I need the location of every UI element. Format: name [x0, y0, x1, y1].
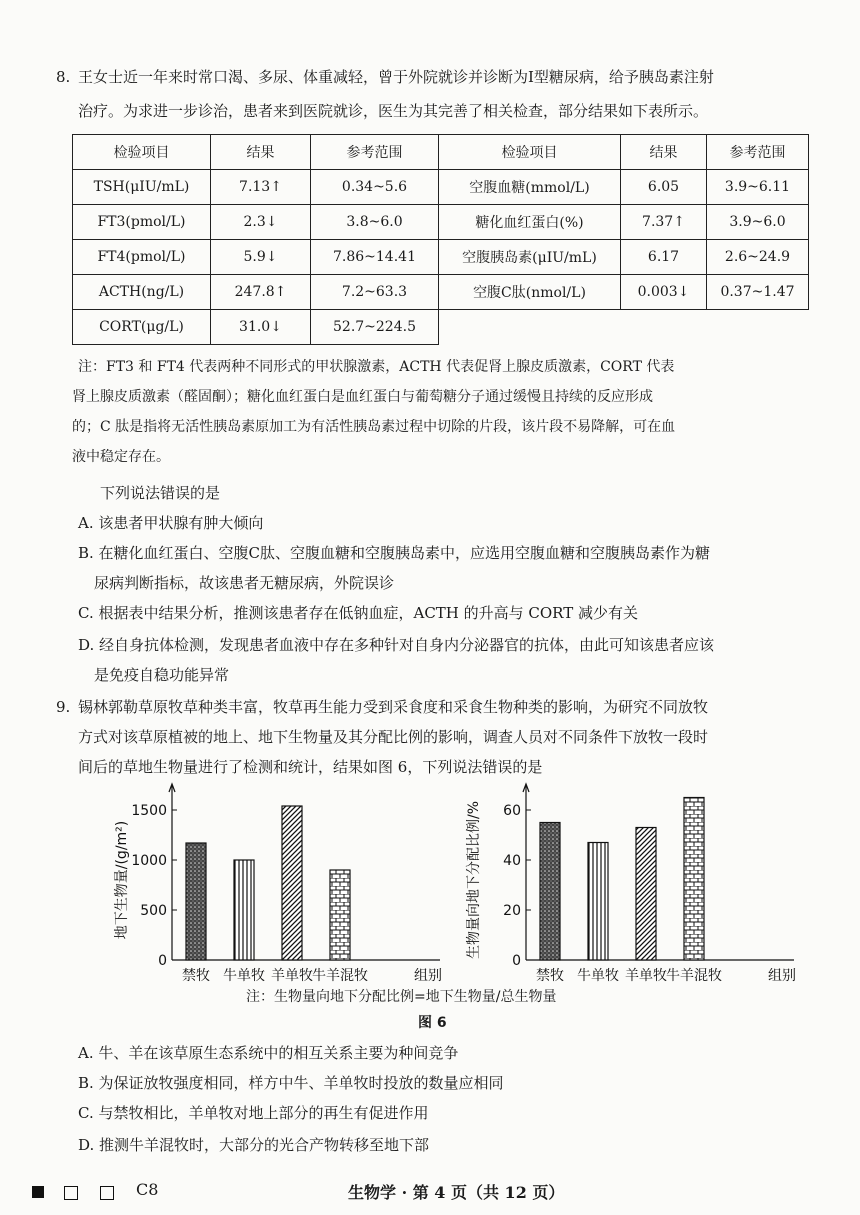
table-cell: ACTH(ng/L): [73, 275, 211, 310]
q8-option-d: D. 经自身抗体检测，发现患者血液中存在多种针对自身内分泌器官的抗体，由此可知该患者应该: [78, 636, 715, 654]
table-cell: 空腹血糖(mmol/L): [439, 170, 621, 205]
bar: [186, 843, 206, 960]
bar: [330, 870, 350, 960]
q8-option-b-cont: 尿病判断指标，故该患者无糖尿病，外院误诊: [94, 574, 395, 592]
bar: [684, 798, 704, 961]
table-header-cell: 检验项目: [439, 135, 621, 170]
bar: [588, 843, 608, 961]
y-tick-label: 60: [503, 803, 521, 819]
q9-line1: 9. 锡林郭勒草原牧草种类丰富，牧草再生能力受到采食度和采食生物种类的影响，为研究不同放牧: [56, 692, 816, 722]
table-cell: 2.3↓: [211, 205, 311, 240]
y-tick-label: 40: [503, 853, 521, 869]
table-cell: 3.9~6.0: [707, 205, 809, 240]
q8-option-d-cont: 是免疫自稳功能异常: [94, 666, 230, 684]
table-cell: TSH(μIU/mL): [73, 170, 211, 205]
empty-square-icon: [100, 1186, 114, 1200]
table-cell: 7.86~14.41: [311, 240, 439, 275]
table-header-cell: 参考范围: [707, 135, 809, 170]
page-number: 生物学 · 第 4 页（共 12 页）: [348, 1183, 565, 1202]
y-tick-label: 500: [140, 903, 167, 919]
table-header-cell: 结果: [621, 135, 707, 170]
x-axis-label: 组别: [768, 968, 796, 984]
q8-note-line: 的；C 肽是指将无活性胰岛素原加工为有活性胰岛素过程中切除的片段，该片段不易降解，可在血: [72, 419, 676, 435]
x-tick-label: 禁牧: [182, 968, 210, 984]
y-tick-label: 1500: [131, 803, 167, 819]
table-cell: 5.9↓: [211, 240, 311, 275]
table-row: [73, 240, 809, 275]
table-cell: 6.17: [621, 240, 707, 275]
bar: [540, 823, 560, 961]
q9-line2: 方式对该草原植被的地上、地下生物量及其分配比例的影响，调查人员对不同条件下放牧一段时: [78, 728, 709, 746]
chart-allocation-ratio: [464, 782, 804, 991]
table-row: [73, 205, 809, 240]
table-cell: 0.37~1.47: [707, 275, 809, 310]
q9-option-b: B. 为保证放牧强度相同，样方中牛、羊单牧时投放的数量应相同: [78, 1074, 504, 1092]
q8-option-b: B. 在糖化血红蛋白、空腹C肽、空腹血糖和空腹胰岛素中，应选用空腹血糖和空腹胰岛素作为糖: [78, 544, 711, 562]
q8-option-a: A. 该患者甲状腺有肿大倾向: [78, 514, 264, 532]
x-tick-label: 牛单牧: [223, 968, 265, 984]
q9-option-a: A. 牛、羊在该草原生态系统中的相互关系主要为种间竞争: [78, 1044, 459, 1062]
table-row: [73, 275, 809, 310]
q9-number: 9.: [56, 698, 71, 716]
lab-results-table: [72, 134, 809, 345]
x-tick-label: 禁牧: [536, 968, 564, 984]
y-tick-label: 1000: [131, 853, 167, 869]
q8-number: 8.: [56, 68, 71, 86]
page-footer: [0, 1180, 860, 1210]
empty-square-icon: [64, 1186, 78, 1200]
filled-square-icon: [32, 1186, 44, 1198]
q8-prompt: 下列说法错误的是: [100, 484, 221, 502]
table-header-row: [73, 135, 809, 170]
table-cell: 3.9~6.11: [707, 170, 809, 205]
q9-option-d: D. 推测牛羊混牧时，大部分的光合产物转移至地下部: [78, 1136, 430, 1154]
y-axis-label: 生物量向地下分配比例/%: [466, 800, 482, 960]
x-tick-label: 羊单牧: [625, 968, 667, 984]
x-tick-label: 牛单牧: [577, 968, 619, 984]
table-cell: 7.37↑: [621, 205, 707, 240]
table-cell: 0.34~5.6: [311, 170, 439, 205]
table-cell: 52.7~224.5: [311, 310, 439, 345]
table-cell: 6.05: [621, 170, 707, 205]
paper-code: C8: [136, 1180, 159, 1199]
q8-note-line: 液中稳定存在。: [72, 449, 170, 465]
x-tick-label: 牛羊混牧: [312, 968, 368, 984]
q8-option-c: C. 根据表中结果分析，推测该患者存在低钠血症，ACTH 的升高与 CORT 减少有关: [78, 604, 638, 622]
table-cell: FT4(pmol/L): [73, 240, 211, 275]
q8-note-line: 注：FT3 和 FT4 代表两种不同形式的甲状腺激素，ACTH 代表促肾上腺皮质激素，CORT 代表: [78, 359, 675, 375]
table-cell: 0.003↓: [621, 275, 707, 310]
q9-line3: 间后的草地生物量进行了检测和统计，结果如图 6，下列说法错误的是: [78, 758, 543, 776]
chart-below-ground-biomass: [110, 782, 450, 991]
x-tick-label: 牛羊混牧: [666, 968, 722, 984]
table-cell: FT3(pmol/L): [73, 205, 211, 240]
table-row: [73, 310, 809, 345]
table-cell: 247.8↑: [211, 275, 311, 310]
bar: [234, 860, 254, 960]
chart-svg: [110, 782, 450, 987]
table-cell: 31.0↓: [211, 310, 311, 345]
q8-line1: 8. 王女士近一年来时常口渴、多尿、体重减轻，曾于外院就诊并诊断为Ⅰ型糖尿病，给予胰岛素注射: [56, 62, 816, 92]
bar: [282, 806, 302, 960]
table-cell: 3.8~6.0: [311, 205, 439, 240]
table-header-cell: 参考范围: [311, 135, 439, 170]
x-axis-label: 组别: [414, 968, 442, 984]
table-cell: 7.13↑: [211, 170, 311, 205]
bar: [636, 828, 656, 961]
table-header-cell: 结果: [211, 135, 311, 170]
table-cell: 糖化血红蛋白(%): [439, 205, 621, 240]
chart-note: 注：生物量向地下分配比例=地下生物量/总生物量: [246, 989, 557, 1005]
table-empty-cell: [439, 310, 809, 345]
y-tick-label: 0: [512, 953, 521, 969]
table-cell: 2.6~24.9: [707, 240, 809, 275]
table-header-cell: 检验项目: [73, 135, 211, 170]
y-tick-label: 0: [158, 953, 167, 969]
table-cell: CORT(μg/L): [73, 310, 211, 345]
table-cell: 空腹C肽(nmol/L): [439, 275, 621, 310]
y-tick-label: 20: [503, 903, 521, 919]
q9-option-c: C. 与禁牧相比，羊单牧对地上部分的再生有促进作用: [78, 1104, 429, 1122]
figure-label: 图 6: [418, 1015, 447, 1031]
chart-svg: [464, 782, 804, 987]
x-tick-label: 羊单牧: [271, 968, 313, 984]
table-cell: 7.2~63.3: [311, 275, 439, 310]
q8-line2: 治疗。为求进一步诊治，患者来到医院就诊，医生为其完善了相关检查，部分结果如下表所示。: [78, 102, 709, 120]
q8-note-line: 肾上腺皮质激素（醛固酮）；糖化血红蛋白是血红蛋白与葡萄糖分子通过缓慢且持续的反应形成: [72, 389, 653, 405]
table-cell: 空腹胰岛素(μIU/mL): [439, 240, 621, 275]
table-row: [73, 170, 809, 205]
y-axis-label: 地下生物量/(g/m²): [114, 820, 130, 940]
